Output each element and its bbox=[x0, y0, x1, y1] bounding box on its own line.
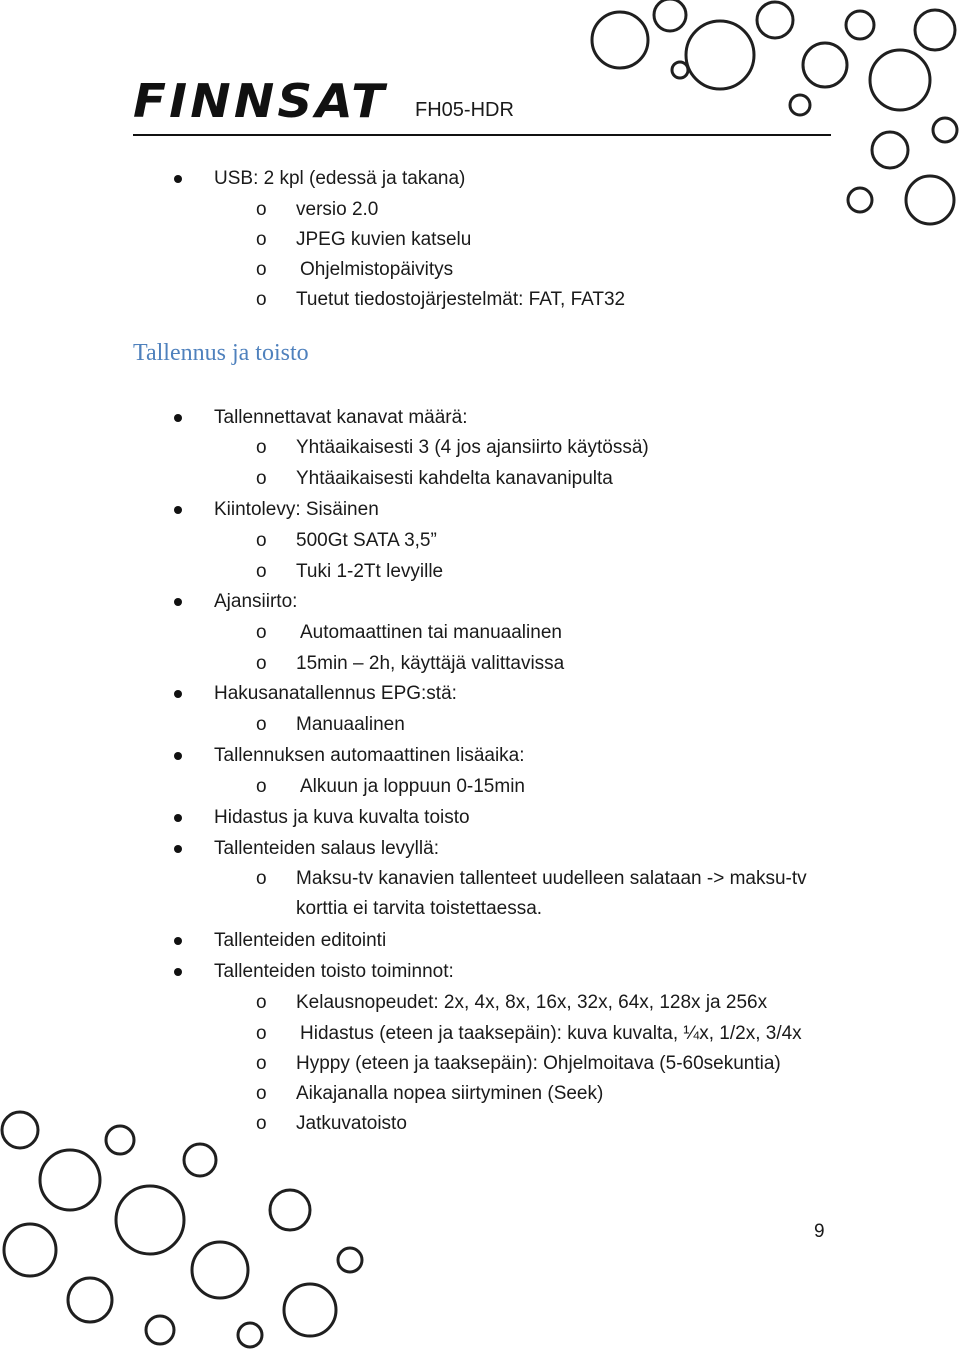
section-title: Tallennus ja toisto bbox=[133, 340, 309, 366]
sub-list-item: o Alkuun ja loppuun 0-15min bbox=[296, 775, 525, 799]
finnsat-logo: FINNSAT bbox=[133, 74, 388, 128]
bubble-decoration-bottom bbox=[0, 1100, 380, 1357]
sub-list-item: o Ohjelmistopäivitys bbox=[296, 258, 453, 282]
sub-list-item: o Tuetut tiedostojärjestelmät: FAT, FAT32 bbox=[296, 288, 625, 312]
list-item: Ajansiirto: bbox=[214, 591, 298, 612]
list-item: Hidastus ja kuva kuvalta toisto bbox=[214, 807, 470, 828]
list-item: Tallenteiden salaus levyllä: bbox=[214, 838, 439, 859]
page-header bbox=[133, 74, 833, 138]
header-rule bbox=[133, 134, 831, 136]
sub-list-item: o Hidastus (eteen ja taaksepäin): kuva kuvalta, ¼x, 1/2x, 3/4x bbox=[296, 1022, 802, 1046]
list-item: Tallennuksen automaattinen lisäaika: bbox=[214, 745, 525, 766]
sub-list-item: o 15min – 2h, käyttäjä valittavissa bbox=[296, 652, 564, 676]
list-item: Tallenteiden editointi bbox=[214, 930, 387, 951]
sub-list-item: o Hyppy (eteen ja taaksepäin): Ohjelmoitava (5-60sekuntia) bbox=[296, 1052, 781, 1076]
sub-list-item: o Tuki 1-2Tt levyille bbox=[296, 560, 443, 584]
sub-list-item: o Aikajanalla nopea siirtyminen (Seek) bbox=[296, 1082, 603, 1106]
list-item: Kiintolevy: Sisäinen bbox=[214, 499, 379, 520]
sub-list-item: o JPEG kuvien katselu bbox=[296, 228, 471, 252]
list-item: Tallennettavat kanavat määrä: bbox=[214, 407, 468, 428]
page-number: 9 bbox=[814, 1221, 825, 1242]
sub-list-item: o Yhtäaikaisesti 3 (4 jos ajansiirto käytössä) bbox=[296, 436, 649, 460]
model-label: FH05-HDR bbox=[415, 99, 514, 121]
sub-list-item: o Manuaalinen bbox=[296, 713, 405, 737]
sub-list-item: o Automaattinen tai manuaalinen bbox=[296, 621, 562, 645]
sub-list-item: o Maksu-tv kanavien tallenteet uudelleen salataan -> maksu-tv korttia ei tarvita toistettaessa. bbox=[296, 864, 816, 924]
sub-list-item: o Jatkuvatoisto bbox=[296, 1112, 407, 1136]
list-item: Tallenteiden toisto toiminnot: bbox=[214, 961, 454, 982]
sub-list-item: o 500Gt SATA 3,5” bbox=[296, 529, 437, 553]
sub-list-item: o versio 2.0 bbox=[296, 198, 378, 222]
list-item: USB: 2 kpl (edessä ja takana) bbox=[214, 168, 466, 189]
sub-list-item: o Yhtäaikaisesti kahdelta kanavanipulta bbox=[296, 467, 613, 491]
list-item: Hakusanatallennus EPG:stä: bbox=[214, 683, 457, 704]
sub-list-item: o Kelausnopeudet: 2x, 4x, 8x, 16x, 32x, 64x, 128x ja 256x bbox=[296, 991, 767, 1015]
